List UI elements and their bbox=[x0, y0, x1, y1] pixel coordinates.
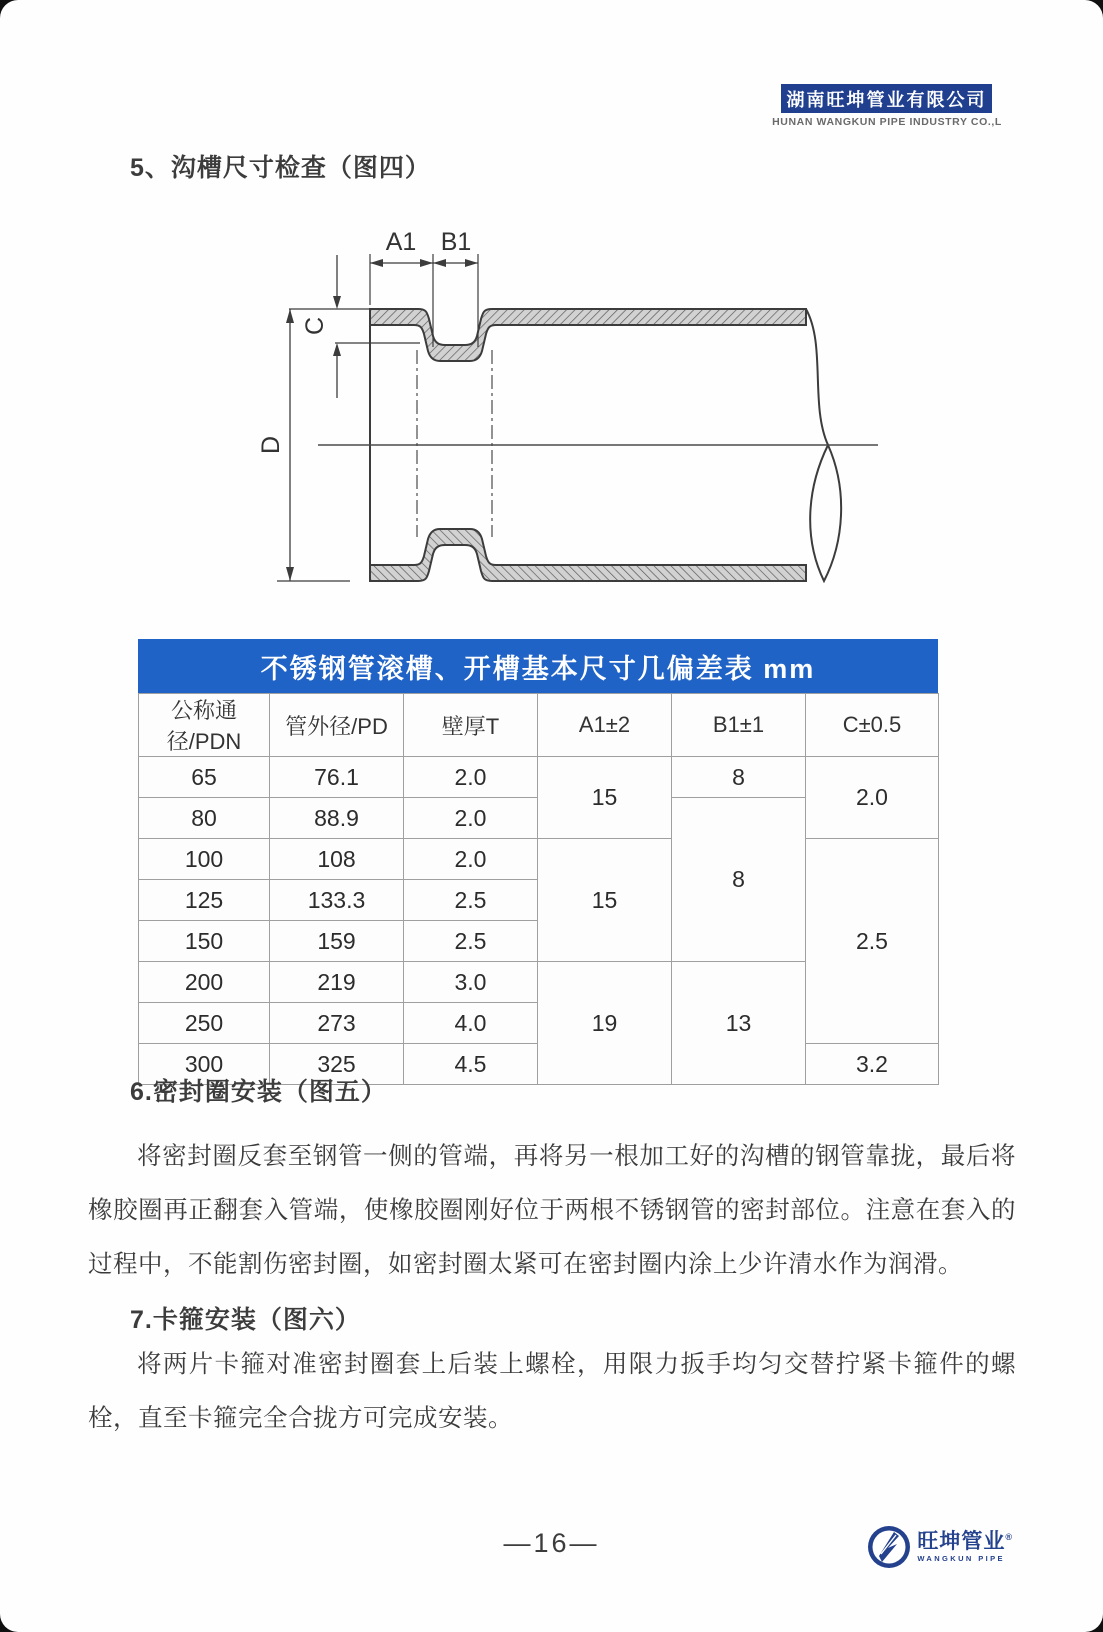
arrowhead bbox=[420, 259, 433, 267]
logo-text-cn: 旺坤管业® bbox=[917, 1530, 1013, 1554]
cell-c-merged: 2.5 bbox=[806, 839, 939, 1044]
arrowhead bbox=[286, 309, 294, 323]
cell-a1-merged: 19 bbox=[538, 962, 672, 1085]
cell-od: 159 bbox=[270, 921, 404, 962]
col-header-thickness: 壁厚T bbox=[404, 694, 538, 757]
arrowhead bbox=[433, 259, 446, 267]
dimension-label-b1: B1 bbox=[440, 228, 472, 256]
table-row bbox=[139, 757, 939, 798]
registered-mark: ® bbox=[1005, 1532, 1013, 1543]
cell-od: 108 bbox=[270, 839, 404, 880]
section-7-title: 7.卡箍安装（图六） bbox=[130, 1306, 361, 1334]
cell-pdn: 100 bbox=[139, 839, 270, 880]
table-header-row bbox=[139, 694, 939, 757]
arrowhead bbox=[286, 567, 294, 581]
cell-od: 219 bbox=[270, 962, 404, 1003]
spec-table bbox=[138, 693, 939, 1085]
cell-pdn: 125 bbox=[139, 880, 270, 921]
cell-od: 76.1 bbox=[270, 757, 404, 798]
cell-t: 2.5 bbox=[404, 921, 538, 962]
arrowhead bbox=[333, 296, 341, 309]
break-lens bbox=[810, 445, 841, 581]
col-header-c: C±0.5 bbox=[806, 694, 939, 757]
cell-t: 2.5 bbox=[404, 880, 538, 921]
cell-pdn: 200 bbox=[139, 962, 270, 1003]
arrowhead bbox=[465, 259, 478, 267]
cell-b1-merged: 13 bbox=[672, 962, 806, 1085]
col-header-a1: A1±2 bbox=[538, 694, 672, 757]
cell-pdn: 300 bbox=[139, 1044, 270, 1085]
section-7-body: 将两片卡箍对准密封圈套上后装上螺栓，用限力扳手均匀交替拧紧卡箍件的螺栓，直至卡箍完全合拢方可完成安装。 bbox=[88, 1351, 1016, 1432]
section-6-body: 将密封圈反套至钢管一侧的管端，再将另一根加工好的沟槽的钢管靠拢，最后将橡胶圈再正翻套入管端，使橡胶圈刚好位于两根不锈钢管的密封部位。注意在套入的过程中，不能割伤密封圈，如密封圈太紧可在密封圈内涂上少许清水作为润滑。 bbox=[88, 1143, 1016, 1278]
wangkun-logo-icon bbox=[866, 1524, 912, 1570]
logo-text-en: WANGKUN PIPE bbox=[917, 1554, 1005, 1564]
dimension-label-a1: A1 bbox=[385, 228, 417, 256]
company-name-banner bbox=[781, 84, 992, 113]
cell-a1-merged: 15 bbox=[538, 757, 672, 839]
pipe-top-wall bbox=[370, 309, 806, 361]
cell-c-merged: 2.0 bbox=[806, 757, 939, 839]
cell-t: 2.0 bbox=[404, 798, 538, 839]
cell-od: 325 bbox=[270, 1044, 404, 1085]
cell-b1-merged: 8 bbox=[672, 798, 806, 962]
cell-pdn: 80 bbox=[139, 798, 270, 839]
cell-t: 2.0 bbox=[404, 839, 538, 880]
company-name-en: HUNAN WANGKUN PIPE INDUSTRY CO.,L bbox=[772, 116, 1002, 128]
arrowhead bbox=[333, 343, 341, 356]
section-6-title: 6.密封圈安装（图五） bbox=[130, 1078, 387, 1106]
cell-c: 3.2 bbox=[806, 1044, 939, 1085]
col-header-b1: B1±1 bbox=[672, 694, 806, 757]
section-5-title: 5、沟槽尺寸检查（图四） bbox=[130, 154, 431, 182]
cell-od: 88.9 bbox=[270, 798, 404, 839]
cell-pdn: 250 bbox=[139, 1003, 270, 1044]
cell-t: 4.5 bbox=[404, 1044, 538, 1085]
cell-t: 3.0 bbox=[404, 962, 538, 1003]
col-header-od: 管外径/PD bbox=[270, 694, 404, 757]
cell-t: 4.0 bbox=[404, 1003, 538, 1044]
pipe-bottom-wall bbox=[370, 529, 806, 581]
cell-od: 273 bbox=[270, 1003, 404, 1044]
break-s-curve bbox=[806, 309, 828, 445]
company-name-cn: 湖南旺坤管业有限公司 bbox=[786, 89, 987, 110]
col-header-pdn: 公称通径/PDN bbox=[139, 694, 270, 757]
footer-logo bbox=[866, 1524, 1013, 1570]
cell-pdn: 65 bbox=[139, 757, 270, 798]
arrowhead bbox=[370, 259, 383, 267]
dimension-label-c: C bbox=[301, 316, 329, 336]
table-title: 不锈钢管滚槽、开槽基本尺寸几偏差表 mm bbox=[138, 639, 938, 693]
cell-b1: 8 bbox=[672, 757, 806, 798]
groove-dimension-diagram bbox=[250, 210, 890, 610]
page-number: —16— bbox=[503, 1528, 600, 1558]
logo-text bbox=[917, 1531, 1013, 1563]
cell-od: 133.3 bbox=[270, 880, 404, 921]
cell-t: 2.0 bbox=[404, 757, 538, 798]
spec-table-block bbox=[138, 639, 938, 1085]
cell-pdn: 150 bbox=[139, 921, 270, 962]
table-row bbox=[139, 839, 939, 880]
cell-a1-merged: 15 bbox=[538, 839, 672, 962]
dimension-label-d: D bbox=[257, 435, 285, 455]
